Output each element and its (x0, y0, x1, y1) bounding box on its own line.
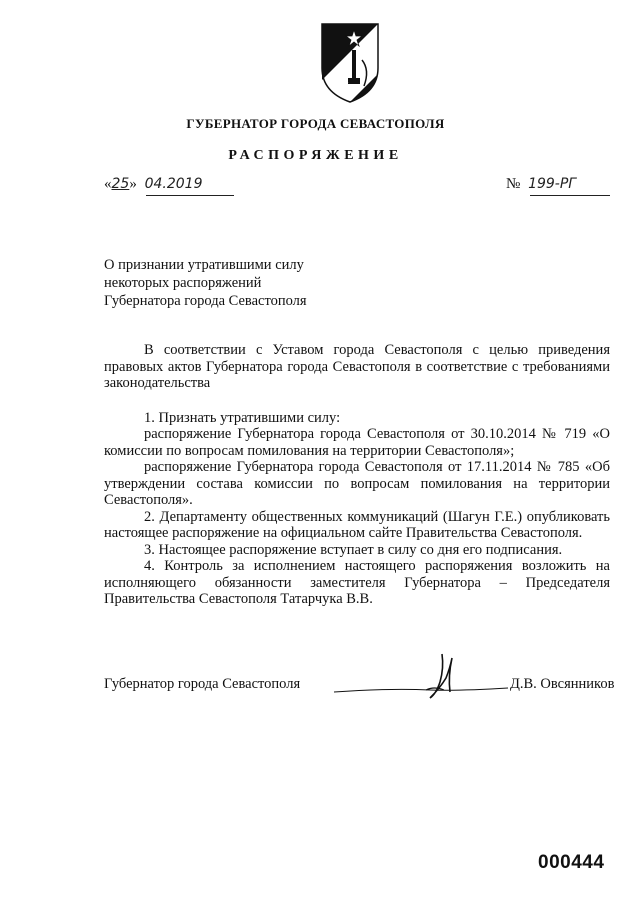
document-body (104, 342, 610, 608)
date-open-quote: « (104, 176, 112, 192)
document-number (506, 176, 610, 198)
handwritten-signature (330, 648, 510, 704)
document-date (104, 176, 244, 198)
number-value: 199-РГ (528, 176, 577, 192)
form-serial-number: 000444 (538, 852, 605, 873)
subject-line: О признании утратившими силу (104, 257, 304, 273)
number-prefix: № (506, 176, 521, 192)
issuer-title: ГУБЕРНАТОР ГОРОДА СЕВАСТОПОЛЯ (186, 116, 445, 131)
coat-of-arms-emblem (318, 20, 382, 104)
number-underline (530, 195, 610, 196)
date-day: 25 (111, 176, 130, 192)
item-1-a: распоряжение Губернатора города Севастополя от 30.10.2014 № 719 «О комиссии по вопросам помилования на территории Севастополя»; (104, 426, 610, 459)
date-month-year: 04.2019 (144, 176, 203, 192)
subject-line: Губернатора города Севастополя (104, 293, 307, 309)
document-subject (104, 256, 404, 310)
item-3: 3. Настоящее распоряжение вступает в силу со дня его подписания. (144, 541, 563, 558)
signer-title: Губернатор города Севастополя (104, 676, 301, 692)
date-underline (146, 195, 234, 196)
item-1-b: распоряжение Губернатора города Севастополя от 17.11.2014 № 785 «Об утверждении состава комиссии по вопросам помилования на территории Севастополя». (104, 459, 610, 508)
document-type: РАСПОРЯЖЕНИЕ (228, 148, 403, 163)
preamble-paragraph: В соответствии с Уставом города Севастополя с целью приведения правовых актов Губернатора города Севастополя в соответствие с требованиями законодательства (104, 342, 610, 391)
item-2: 2. Департаменту общественных коммуникаций (Шагун Г.Е.) опубликовать настоящее распоряжение на официальном сайте Правительства Севастополя. (104, 508, 610, 541)
signer-name: Д.В. Овсянников (510, 676, 615, 692)
subject-line: некоторых распоряжений (104, 275, 262, 291)
item-4: 4. Контроль за исполнением настоящего распоряжения возложить на исполняющего обязанности заместителя Губернатора – Председателя Правительства Севастополя Татарчука В.В. (104, 558, 610, 607)
item-1: 1. Признать утратившими силу: (144, 409, 341, 426)
date-close-quote: » (129, 176, 137, 192)
